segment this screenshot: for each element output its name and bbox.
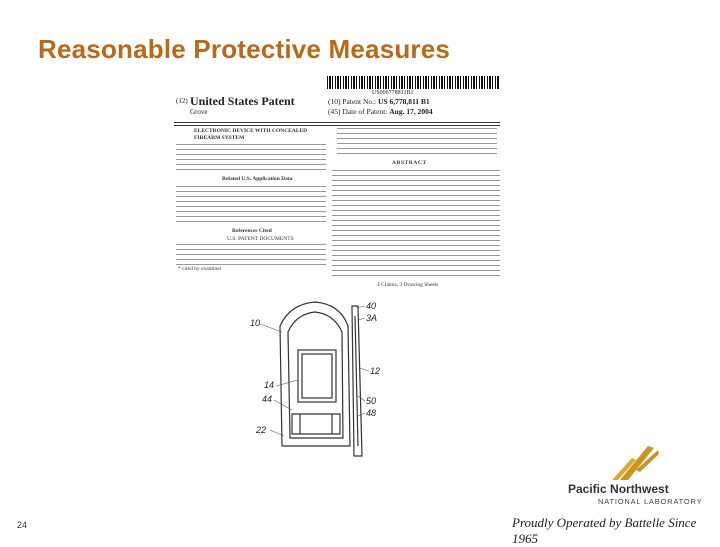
patent-text-block: [176, 144, 326, 174]
patent-no-value: US 6,778,811 B1: [378, 97, 430, 106]
drawing-label: 14: [264, 380, 275, 390]
patent-text-block: [176, 186, 326, 226]
patent-invention-title: ELECTRONIC DEVICE WITH CONCEALED FIREARM SYSTEM: [194, 128, 308, 141]
device-inner-outline: [288, 312, 343, 438]
page-number: 24: [17, 520, 28, 530]
org-subname: NATIONAL LABORATORY: [598, 497, 703, 506]
patent-rule: [174, 122, 500, 123]
patent-date-value: Aug. 17, 2004: [389, 107, 433, 116]
patent-no-label: (10) Patent No.:: [328, 97, 377, 106]
drawing-label: 50: [366, 396, 377, 406]
device-drawing: [240, 296, 390, 466]
drawing-label: 3A: [366, 313, 378, 323]
patent-abstract-text: [332, 170, 500, 278]
patent-date-label: (45) Date of Patent:: [328, 107, 388, 116]
patent-references-label: References Cited: [232, 228, 272, 234]
patent-document-image: [172, 76, 502, 296]
patent-inventor: Grove: [190, 108, 208, 116]
barcode: [327, 76, 499, 89]
battelle-tagline: Proudly Operated by Battelle Since 1965: [512, 515, 697, 546]
patent-us-docs-label: U.S. PATENT DOCUMENTS: [227, 236, 294, 242]
patent-claims-line: 4 Claims, 3 Drawing Sheets: [377, 282, 439, 288]
barcode-number: US006778811B1: [372, 90, 414, 96]
patent-numbers: [328, 97, 433, 117]
patent-text-block: [337, 128, 497, 158]
device-screen: [298, 350, 336, 402]
device-screen-inner: [302, 354, 332, 398]
slide-title: Reasonable Protective Measures: [38, 34, 451, 64]
drawing-label: 10: [250, 318, 261, 328]
patent-rule: [174, 125, 500, 126]
patent-related-label: Related U.S. Application Data: [222, 176, 293, 182]
drawing-label: 40: [366, 301, 377, 311]
drawing-label: 22: [256, 425, 267, 435]
drawing-label: 48: [366, 408, 377, 418]
patent-cited-by: * cited by examiner: [178, 266, 222, 272]
org-name: Pacific Northwest: [568, 482, 669, 496]
pnnl-logo-icon: [560, 440, 660, 484]
patent-code: (12): [176, 97, 188, 105]
patent-heading: United States Patent: [190, 94, 295, 108]
patent-abstract-label: ABSTRACT: [392, 160, 427, 166]
patent-text-block: [176, 244, 326, 266]
drawing-label: 12: [370, 366, 381, 376]
drawing-label: 44: [262, 394, 273, 404]
